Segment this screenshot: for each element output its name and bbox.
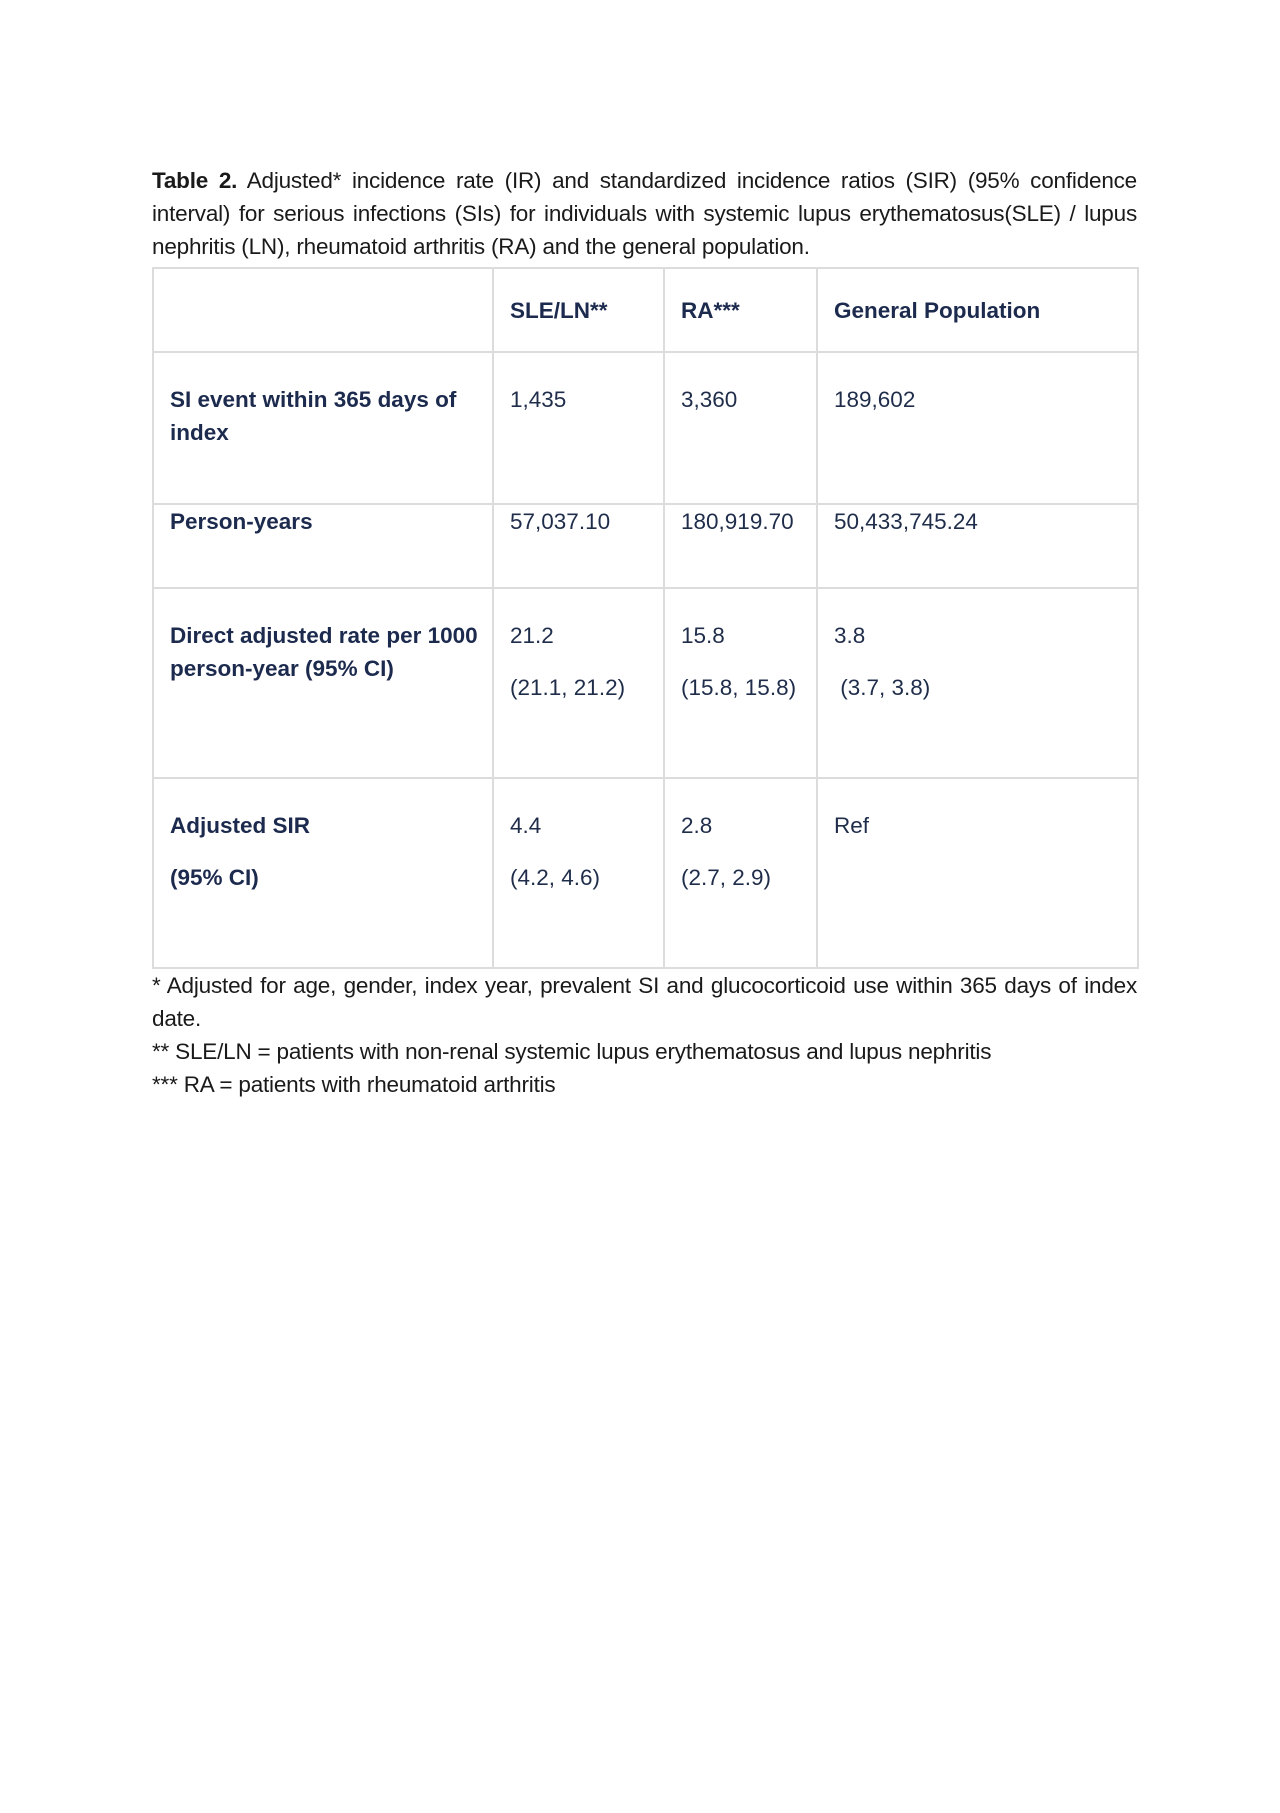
row-label	[153, 778, 493, 968]
cell-ci: (4.2, 4.6)	[510, 865, 601, 890]
table-cell	[817, 778, 1138, 968]
table-cell: 3,360	[664, 352, 817, 504]
row-label: Person-years	[153, 504, 493, 588]
table-header-row	[153, 268, 1138, 352]
table-cell: 189,602	[817, 352, 1138, 504]
table-row	[153, 352, 1138, 504]
cell-value: 15.8	[681, 623, 725, 648]
table-cell	[493, 588, 664, 778]
cell-ci: (15.8, 15.8)	[681, 675, 797, 700]
caption-lead: Table 2.	[152, 168, 238, 193]
table-caption	[152, 164, 1137, 263]
cell-value: 4.4	[510, 813, 542, 838]
table-cell	[817, 588, 1138, 778]
table-cell	[664, 588, 817, 778]
header-cell-ra: RA***	[664, 268, 817, 352]
caption-text: Adjusted* incidence rate (IR) and standardized incidence ratios (SIR) (95% confidence interval) for serious infections (SIs) for individuals with systemic lupus erythematosus(SLE) / lupus nephritis (LN), rheumatoid arthritis (RA) and the general population.	[152, 168, 1137, 259]
document-page	[152, 164, 1137, 1101]
row-label-line1: Adjusted SIR	[170, 813, 311, 838]
table-cell: 180,919.70	[664, 504, 817, 588]
table-row	[153, 588, 1138, 778]
header-cell-general-population: General Population	[817, 268, 1138, 352]
cell-value: 2.8	[681, 813, 713, 838]
table-cell	[493, 778, 664, 968]
table-row	[153, 504, 1138, 588]
row-label: Direct adjusted rate per 1000 person-year (95% CI)	[153, 588, 493, 778]
data-table	[152, 267, 1139, 969]
cell-value: 21.2	[510, 623, 554, 648]
table-row	[153, 778, 1138, 968]
footnote-ra: *** RA = patients with rheumatoid arthritis	[152, 1072, 556, 1097]
cell-ci: (2.7, 2.9)	[681, 865, 772, 890]
header-cell-empty	[153, 268, 493, 352]
cell-ci: (21.1, 21.2)	[510, 675, 626, 700]
cell-value: Ref	[834, 813, 870, 838]
table-footnotes	[152, 969, 1137, 1101]
table-cell: 50,433,745.24	[817, 504, 1138, 588]
header-cell-sle-ln: SLE/LN**	[493, 268, 664, 352]
row-label: SI event within 365 days of index	[153, 352, 493, 504]
table-cell	[664, 778, 817, 968]
row-label-line2: (95% CI)	[170, 865, 259, 890]
table-cell: 1,435	[493, 352, 664, 504]
footnote-sle-ln: ** SLE/LN = patients with non-renal systemic lupus erythematosus and lupus nephritis	[152, 1039, 992, 1064]
cell-value: 3.8	[834, 623, 866, 648]
cell-ci: (3.7, 3.8)	[834, 675, 931, 700]
table-cell: 57,037.10	[493, 504, 664, 588]
footnote-adjusted: * Adjusted for age, gender, index year, prevalent SI and glucocorticoid use within 365 days of index date.	[152, 973, 1137, 1031]
